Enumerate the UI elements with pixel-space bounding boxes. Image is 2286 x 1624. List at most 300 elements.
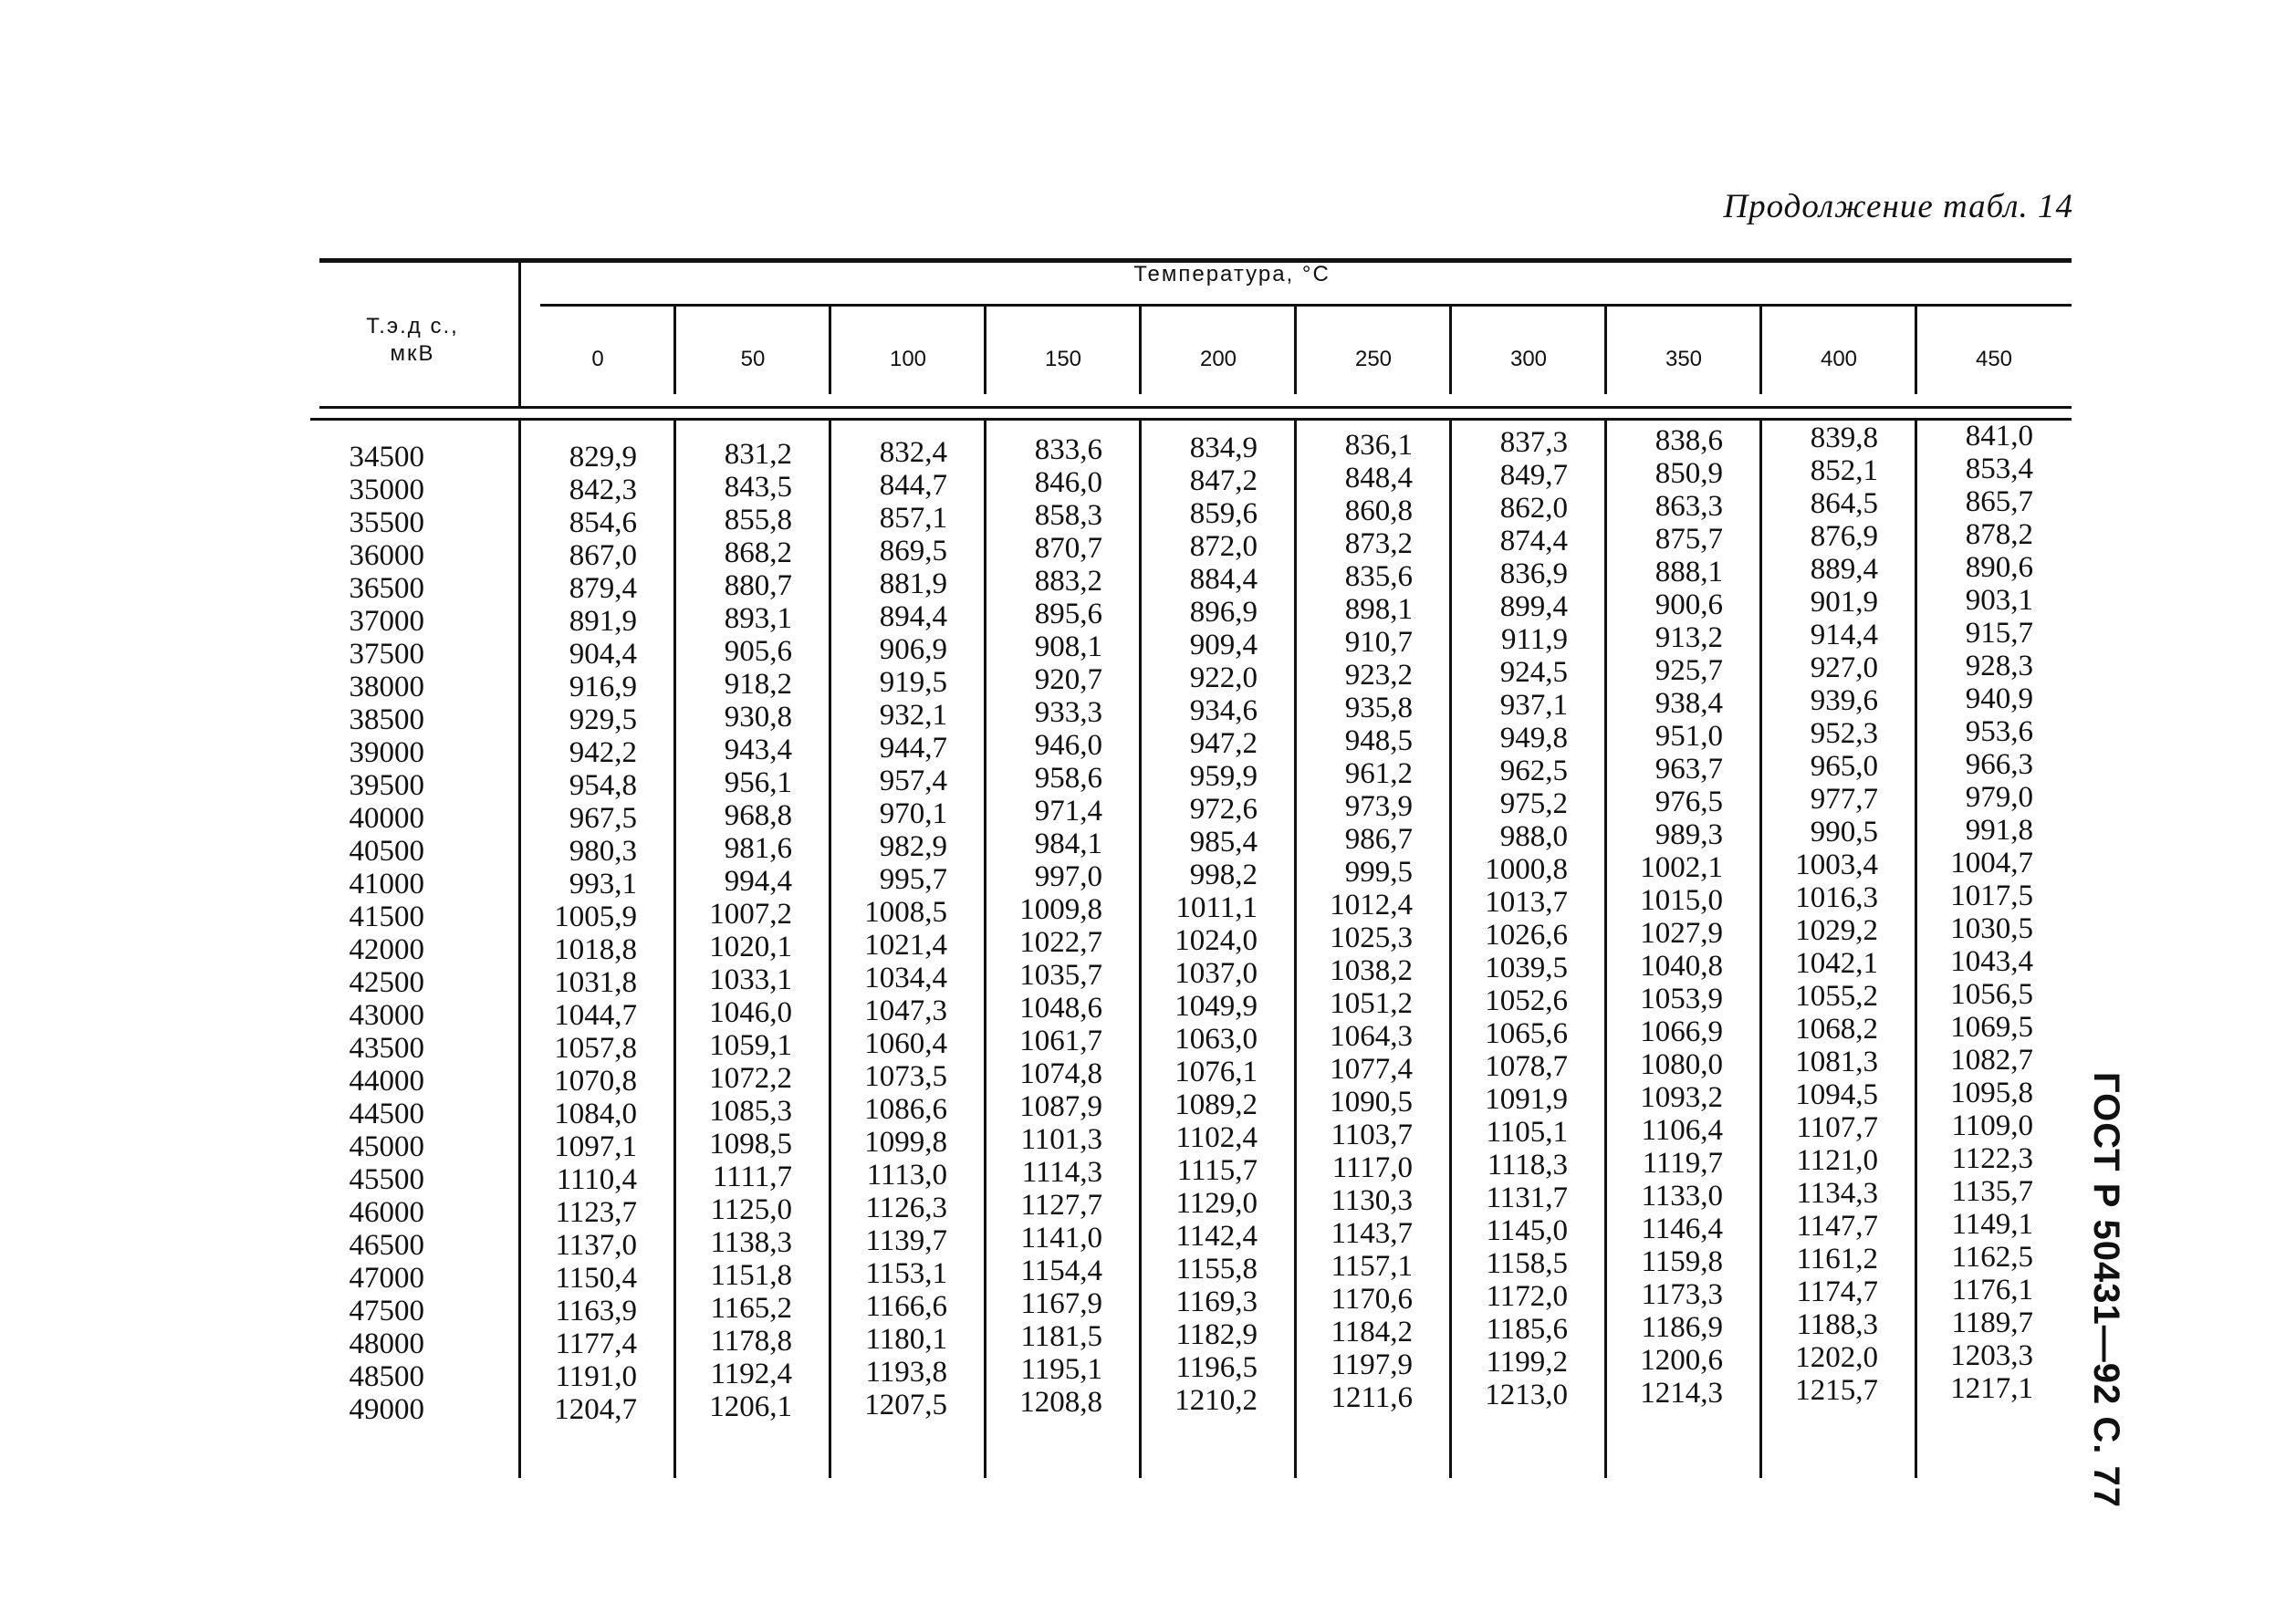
table-cell: 933,3 — [1034, 696, 1102, 730]
table-cell: 1163,9 — [555, 1295, 637, 1327]
table-cell: 954,8 — [569, 769, 637, 802]
table-cell: 1011,1 — [1175, 890, 1258, 924]
table-cell: 973,9 — [1344, 790, 1413, 823]
table-cell: 859,6 — [1189, 496, 1258, 530]
table-cell: 839,8 — [1810, 422, 1878, 455]
table-cell: 1207,5 — [864, 1388, 947, 1421]
temperature-header-250: 250 — [1354, 347, 1393, 371]
table-cell: 1060,4 — [864, 1026, 947, 1060]
table-cell: 1005,9 — [554, 900, 637, 933]
table-cell: 1048,6 — [1019, 992, 1102, 1025]
table-cell: 1086,6 — [864, 1092, 947, 1126]
table-cell: 953,6 — [1965, 714, 2033, 748]
table-cell: 914,4 — [1810, 619, 1878, 652]
emf-value: 37000 — [349, 605, 424, 638]
table-cell: 1202,0 — [1795, 1341, 1878, 1375]
table-cell: 1159,8 — [1641, 1244, 1723, 1278]
table-cell: 1073,5 — [864, 1059, 947, 1093]
table-cell: 1154,4 — [1020, 1254, 1102, 1288]
column-rule — [1139, 307, 1142, 394]
column-rule — [1449, 307, 1452, 394]
table-cell: 1199,2 — [1486, 1346, 1568, 1379]
table-cell: 1093,2 — [1640, 1080, 1723, 1114]
table-cell: 922,0 — [1189, 661, 1258, 694]
table-cell: 1012,4 — [1330, 889, 1413, 921]
table-cell: 1189,7 — [1951, 1306, 2033, 1339]
emf-value: 41000 — [349, 868, 424, 900]
table-cell: 867,0 — [569, 539, 637, 572]
table-cell: 938,4 — [1654, 686, 1723, 720]
table-cell: 1188,3 — [1796, 1308, 1878, 1342]
table-cell: 1147,7 — [1796, 1210, 1878, 1244]
table-cell: 875,7 — [1654, 522, 1723, 556]
temperature-header-300: 300 — [1509, 347, 1548, 371]
table-cell: 958,6 — [1034, 762, 1102, 796]
table-cell: 1066,9 — [1640, 1015, 1723, 1048]
table-cell: 832,4 — [879, 435, 947, 469]
table-cell: 1217,1 — [1950, 1371, 2033, 1405]
table-cell: 1150,4 — [555, 1262, 637, 1295]
data-column-0 — [520, 441, 637, 1426]
temperature-header-0: 0 — [591, 347, 604, 371]
table-cell: 888,1 — [1654, 555, 1723, 588]
table-cell: 1080,0 — [1640, 1047, 1723, 1081]
table-cell: 997,0 — [1034, 860, 1102, 894]
table-cell: 1186,9 — [1641, 1310, 1723, 1344]
data-column-50 — [675, 438, 792, 1423]
table-cell: 942,2 — [569, 736, 637, 769]
table-cell: 947,2 — [1189, 726, 1258, 760]
emf-value: 35500 — [349, 506, 424, 539]
table-cell: 909,4 — [1189, 628, 1258, 661]
table-cell: 970,1 — [879, 796, 947, 830]
table-cell: 972,6 — [1189, 792, 1258, 826]
table-cell: 927,0 — [1810, 651, 1878, 685]
table-cell: 1034,4 — [864, 961, 947, 994]
table-cell: 847,2 — [1189, 463, 1258, 497]
table-cell: 848,4 — [1344, 462, 1413, 494]
temperature-header-100: 100 — [889, 347, 927, 371]
table-cell: 1157,1 — [1331, 1250, 1413, 1283]
table-cell: 1169,3 — [1175, 1285, 1258, 1318]
table-cell: 1210,2 — [1174, 1383, 1258, 1417]
table-cell: 980,3 — [569, 835, 637, 868]
table-cell: 862,0 — [1499, 492, 1568, 526]
table-cell: 1177,4 — [555, 1327, 637, 1360]
emf-value: 40000 — [349, 802, 424, 835]
table-cell: 1002,1 — [1640, 850, 1723, 884]
table-cell: 1105,1 — [1486, 1116, 1568, 1150]
temperature-header-400: 400 — [1820, 347, 1858, 371]
table-cell: 1042,1 — [1795, 947, 1878, 981]
table-cell: 952,3 — [1810, 717, 1878, 751]
table-cell: 930,8 — [724, 701, 792, 734]
table-cell: 1008,5 — [864, 895, 947, 929]
table-cell: 982,9 — [879, 829, 947, 863]
table-cell: 995,7 — [879, 862, 947, 896]
table-cell: 855,8 — [724, 504, 792, 537]
emf-value: 42000 — [349, 933, 424, 966]
table-cell: 898,1 — [1344, 593, 1413, 626]
table-cell: 878,2 — [1965, 517, 2033, 551]
table-cell: 1031,8 — [554, 966, 637, 999]
table-cell: 925,7 — [1654, 653, 1723, 687]
table-cell: 1078,7 — [1485, 1050, 1568, 1084]
table-cell: 1176,1 — [1951, 1273, 2033, 1306]
table-cell: 1059,1 — [709, 1029, 792, 1063]
table-cell: 1037,0 — [1174, 956, 1258, 990]
table-cell: 889,4 — [1810, 553, 1878, 587]
table-cell: 865,7 — [1965, 484, 2033, 518]
emf-value: 39000 — [349, 736, 424, 769]
table-cell: 1138,3 — [710, 1226, 792, 1260]
table-cell: 846,0 — [1034, 466, 1102, 500]
table-cell: 835,6 — [1344, 560, 1413, 593]
emf-value: 36500 — [349, 572, 424, 605]
table-cell: 1192,4 — [710, 1358, 792, 1391]
emf-value: 44000 — [349, 1065, 424, 1098]
table-cell: 1095,8 — [1950, 1076, 2033, 1109]
table-cell: 1134,3 — [1796, 1177, 1878, 1211]
table-cell: 1173,3 — [1641, 1277, 1723, 1311]
table-cell: 1101,3 — [1020, 1123, 1102, 1157]
table-cell: 1131,7 — [1486, 1182, 1568, 1215]
table-cell: 1126,3 — [865, 1191, 947, 1224]
table-cell: 880,7 — [724, 569, 792, 603]
table-cell: 868,2 — [724, 536, 792, 570]
emf-value: 37500 — [349, 638, 424, 671]
emf-value: 39500 — [349, 769, 424, 802]
table-cell: 1158,5 — [1486, 1247, 1568, 1281]
table-cell: 1007,2 — [709, 898, 792, 932]
table-cell: 1106,4 — [1641, 1113, 1723, 1147]
table-cell: 1139,7 — [865, 1223, 947, 1257]
table-cell: 1004,7 — [1950, 846, 2033, 880]
emf-value: 44500 — [349, 1098, 424, 1130]
emf-value: 48500 — [349, 1360, 424, 1393]
table-cell: 1185,6 — [1486, 1313, 1568, 1347]
table-cell: 1063,0 — [1174, 1022, 1258, 1056]
table-cell: 901,9 — [1810, 586, 1878, 619]
table-cell: 1203,3 — [1950, 1338, 2033, 1372]
table-cell: 1046,0 — [709, 996, 792, 1030]
table-cell: 1009,8 — [1019, 893, 1102, 927]
table-cell: 1021,4 — [864, 928, 947, 962]
emf-value: 38500 — [349, 703, 424, 736]
table-cell: 837,3 — [1499, 426, 1568, 460]
table-cell: 966,3 — [1965, 747, 2033, 781]
table-cell: 1043,4 — [1950, 944, 2033, 978]
table-cell: 1026,6 — [1485, 919, 1568, 953]
table-cell: 963,7 — [1654, 752, 1723, 786]
table-cell: 1215,7 — [1795, 1374, 1878, 1408]
table-cell: 1182,9 — [1175, 1317, 1258, 1351]
emf-value: 46500 — [349, 1229, 424, 1262]
table-cell: 829,9 — [569, 441, 637, 474]
table-cell: 959,9 — [1189, 759, 1258, 793]
table-cell: 1133,0 — [1641, 1179, 1723, 1213]
table-cell: 1206,1 — [709, 1390, 792, 1424]
table-cell: 1181,5 — [1020, 1320, 1102, 1354]
table-cell: 1143,7 — [1331, 1217, 1413, 1250]
emf-value: 47000 — [349, 1262, 424, 1295]
table-cell: 956,1 — [724, 766, 792, 800]
table-cell: 1084,0 — [554, 1098, 637, 1130]
table-cell: 1166,6 — [865, 1289, 947, 1323]
emf-value: 41500 — [349, 900, 424, 933]
table-cell: 984,1 — [1034, 828, 1102, 861]
table-cell: 1130,3 — [1331, 1184, 1413, 1217]
table-cell: 1065,6 — [1485, 1017, 1568, 1051]
table-cell: 961,2 — [1344, 757, 1413, 790]
table-cell: 863,3 — [1654, 489, 1723, 523]
column-rule — [673, 307, 676, 394]
table-cell: 1069,5 — [1950, 1010, 2033, 1044]
table-cell: 976,5 — [1654, 785, 1723, 818]
table-cell: 1085,3 — [709, 1095, 792, 1129]
table-cell: 1135,7 — [1951, 1174, 2033, 1208]
emf-value: 35000 — [349, 474, 424, 506]
table-cell: 957,4 — [879, 764, 947, 797]
table-cell: 857,1 — [879, 501, 947, 535]
table-cell: 1020,1 — [709, 931, 792, 964]
table-cell: 834,9 — [1189, 431, 1258, 464]
table-cell: 908,1 — [1034, 630, 1102, 664]
table-cell: 1064,3 — [1330, 1020, 1413, 1053]
table-cell: 1107,7 — [1796, 1111, 1878, 1145]
table-cell: 1117,0 — [1331, 1151, 1413, 1184]
table-cell: 1141,0 — [1020, 1222, 1102, 1255]
table-cell: 1184,2 — [1331, 1316, 1413, 1348]
table-cell: 879,4 — [569, 572, 637, 605]
table-cell: 883,2 — [1034, 565, 1102, 599]
table-cell: 1025,3 — [1330, 921, 1413, 954]
table-cell: 993,1 — [569, 868, 637, 900]
table-cell: 1113,0 — [866, 1158, 947, 1192]
table-cell: 1053,9 — [1640, 982, 1723, 1015]
table-cell: 1193,8 — [865, 1355, 947, 1389]
table-cell: 1038,2 — [1330, 954, 1413, 987]
table-cell: 1087,9 — [1019, 1090, 1102, 1124]
table-cell: 1155,8 — [1175, 1252, 1258, 1286]
table-cell: 873,2 — [1344, 527, 1413, 560]
table-cell: 1024,0 — [1174, 923, 1258, 957]
table-cell: 900,6 — [1654, 588, 1723, 621]
table-cell: 894,4 — [879, 599, 947, 633]
table-cell: 841,0 — [1965, 419, 2033, 453]
table-cell: 920,7 — [1034, 663, 1102, 697]
table-cell: 913,2 — [1654, 620, 1723, 654]
table-cell: 1149,1 — [1951, 1207, 2033, 1241]
table-cell: 1197,9 — [1331, 1348, 1413, 1381]
table-cell: 895,6 — [1034, 598, 1102, 631]
table-cell: 1000,8 — [1485, 853, 1568, 887]
table-cell: 924,5 — [1499, 656, 1568, 690]
temperature-header-rule — [540, 304, 2072, 307]
column-rule — [1915, 307, 1917, 394]
temperature-header-150: 150 — [1044, 347, 1082, 371]
table-cell: 977,7 — [1810, 783, 1878, 817]
table-cell: 910,7 — [1344, 626, 1413, 659]
table-cell: 874,4 — [1499, 525, 1568, 558]
table-cell: 891,9 — [569, 605, 637, 638]
table-cell: 990,5 — [1810, 816, 1878, 849]
data-column-150 — [986, 433, 1102, 1419]
emf-value: 45500 — [349, 1163, 424, 1196]
table-cell: 1111,7 — [712, 1161, 792, 1194]
temperature-header-350: 350 — [1665, 347, 1703, 371]
table-cell: 890,6 — [1965, 550, 2033, 584]
table-cell: 1077,4 — [1330, 1053, 1413, 1086]
header-bottom-rule — [319, 406, 2072, 409]
emf-value: 36000 — [349, 539, 424, 572]
table-cell: 842,3 — [569, 474, 637, 506]
table-cell: 989,3 — [1654, 817, 1723, 851]
table-cell: 1051,2 — [1330, 987, 1413, 1020]
table-cell: 860,8 — [1344, 494, 1413, 527]
table-cell: 934,6 — [1189, 693, 1258, 727]
emf-column — [329, 441, 424, 1426]
table-cell: 1056,5 — [1950, 977, 2033, 1011]
table-cell: 893,1 — [724, 602, 792, 636]
table-cell: 836,1 — [1344, 429, 1413, 462]
data-column-200 — [1141, 432, 1258, 1417]
table-cell: 1040,8 — [1640, 949, 1723, 983]
column-rule — [829, 307, 831, 394]
table-cell: 869,5 — [879, 534, 947, 567]
table-cell: 998,2 — [1189, 858, 1258, 891]
table-cell: 1074,8 — [1019, 1057, 1102, 1091]
table-cell: 850,9 — [1654, 456, 1723, 490]
emf-value: 43000 — [349, 999, 424, 1032]
temperature-header-450: 450 — [1975, 347, 2013, 371]
table-cell: 1211,6 — [1331, 1381, 1413, 1414]
table-cell: 946,0 — [1034, 729, 1102, 763]
emf-header-label: Т.э.д с., мкВ — [366, 314, 459, 366]
table-cell: 905,6 — [724, 635, 792, 669]
table-cell: 1178,8 — [710, 1325, 792, 1359]
table-cell: 1153,1 — [865, 1256, 947, 1290]
emf-value: 47500 — [349, 1295, 424, 1327]
table-cell: 1103,7 — [1331, 1119, 1413, 1151]
table-cell: 1013,7 — [1485, 886, 1568, 920]
table-cell: 1055,2 — [1795, 980, 1878, 1014]
emf-value: 34500 — [349, 441, 424, 474]
table-cell: 1097,1 — [554, 1130, 637, 1163]
column-rule — [1604, 307, 1607, 394]
emf-value: 38000 — [349, 671, 424, 703]
table-cell: 1109,0 — [1951, 1109, 2033, 1142]
table-cell: 911,9 — [1500, 623, 1568, 657]
table-cell: 1165,2 — [710, 1292, 792, 1326]
column-rule — [984, 307, 986, 394]
table-cell: 918,2 — [724, 668, 792, 702]
table-cell: 1213,0 — [1485, 1379, 1568, 1412]
table-cell: 843,5 — [724, 471, 792, 505]
table-cell: 1127,7 — [1020, 1189, 1102, 1223]
table-cell: 948,5 — [1344, 724, 1413, 757]
table-cell: 904,4 — [569, 638, 637, 671]
table-cell: 932,1 — [879, 698, 947, 732]
table-cell: 1146,4 — [1641, 1212, 1723, 1245]
table-cell: 985,4 — [1189, 825, 1258, 859]
table-cell: 1082,7 — [1950, 1043, 2033, 1077]
table-cell: 1180,1 — [865, 1322, 947, 1356]
table-cell: 1016,3 — [1795, 881, 1878, 915]
table-cell: 1061,7 — [1019, 1025, 1102, 1058]
table-cell: 870,7 — [1034, 532, 1102, 566]
table-cell: 1049,9 — [1174, 989, 1258, 1023]
table-cell: 991,8 — [1965, 813, 2033, 847]
table-cell: 1137,0 — [555, 1229, 637, 1262]
emf-value: 45000 — [349, 1130, 424, 1163]
table-cell: 1162,5 — [1951, 1240, 2033, 1274]
table-cell: 1070,8 — [554, 1065, 637, 1098]
table-cell: 1072,2 — [709, 1062, 792, 1096]
table-cell: 831,2 — [724, 438, 792, 472]
data-column-250 — [1296, 429, 1413, 1414]
table-cell: 937,1 — [1499, 689, 1568, 723]
table-cell: 1027,9 — [1640, 916, 1723, 950]
column-rule — [1294, 307, 1297, 394]
table-cell: 1119,7 — [1642, 1146, 1723, 1180]
standard-code-page-number: ГОСТ Р 50431—92 С. 77 — [2086, 1072, 2126, 1508]
table-cell: 896,9 — [1189, 595, 1258, 629]
table-cell: 1196,5 — [1175, 1350, 1258, 1384]
table-cell: 1110,4 — [556, 1163, 637, 1196]
column-rule — [1759, 307, 1762, 394]
table-cell: 1191,0 — [555, 1360, 637, 1393]
table-cell: 881,9 — [879, 567, 947, 600]
table-cell: 994,4 — [724, 865, 792, 899]
table-cell: 1099,8 — [864, 1125, 947, 1159]
table-cell: 1118,3 — [1487, 1149, 1568, 1182]
table-cell: 1017,5 — [1950, 879, 2033, 912]
table-cell: 1035,7 — [1019, 959, 1102, 993]
table-cell: 915,7 — [1965, 616, 2033, 650]
body-top-rule — [310, 418, 2072, 421]
table-cell: 919,5 — [879, 665, 947, 699]
table-cell: 923,2 — [1344, 659, 1413, 692]
table-cell: 849,7 — [1499, 459, 1568, 493]
table-cell: 1044,7 — [554, 999, 637, 1032]
emf-value: 42500 — [349, 966, 424, 999]
table-caption: Продолжение табл. 14 — [1723, 188, 2073, 225]
table-cell: 1033,1 — [709, 963, 792, 997]
table-cell: 1039,5 — [1485, 952, 1568, 985]
table-cell: 1090,5 — [1330, 1086, 1413, 1119]
table-cell: 1047,3 — [864, 994, 947, 1027]
table-cell: 929,5 — [569, 703, 637, 736]
table-cell: 968,8 — [724, 799, 792, 833]
table-cell: 971,4 — [1034, 795, 1102, 828]
emf-value: 49000 — [349, 1393, 424, 1426]
table-cell: 1167,9 — [1020, 1287, 1102, 1321]
table-cell: 864,5 — [1810, 487, 1878, 521]
table-cell: 967,5 — [569, 802, 637, 835]
table-cell: 833,6 — [1034, 433, 1102, 467]
table-cell: 838,6 — [1654, 423, 1723, 457]
table-cell: 1076,1 — [1174, 1055, 1258, 1088]
table-cell: 999,5 — [1344, 856, 1413, 889]
emf-value: 40500 — [349, 835, 424, 868]
emf-value: 48000 — [349, 1327, 424, 1360]
temperature-header-label: Температура, °C — [1133, 262, 1331, 286]
table-cell: 844,7 — [879, 468, 947, 502]
table-cell: 872,0 — [1189, 529, 1258, 563]
table-cell: 986,7 — [1344, 823, 1413, 856]
table-cell: 1030,5 — [1950, 911, 2033, 945]
